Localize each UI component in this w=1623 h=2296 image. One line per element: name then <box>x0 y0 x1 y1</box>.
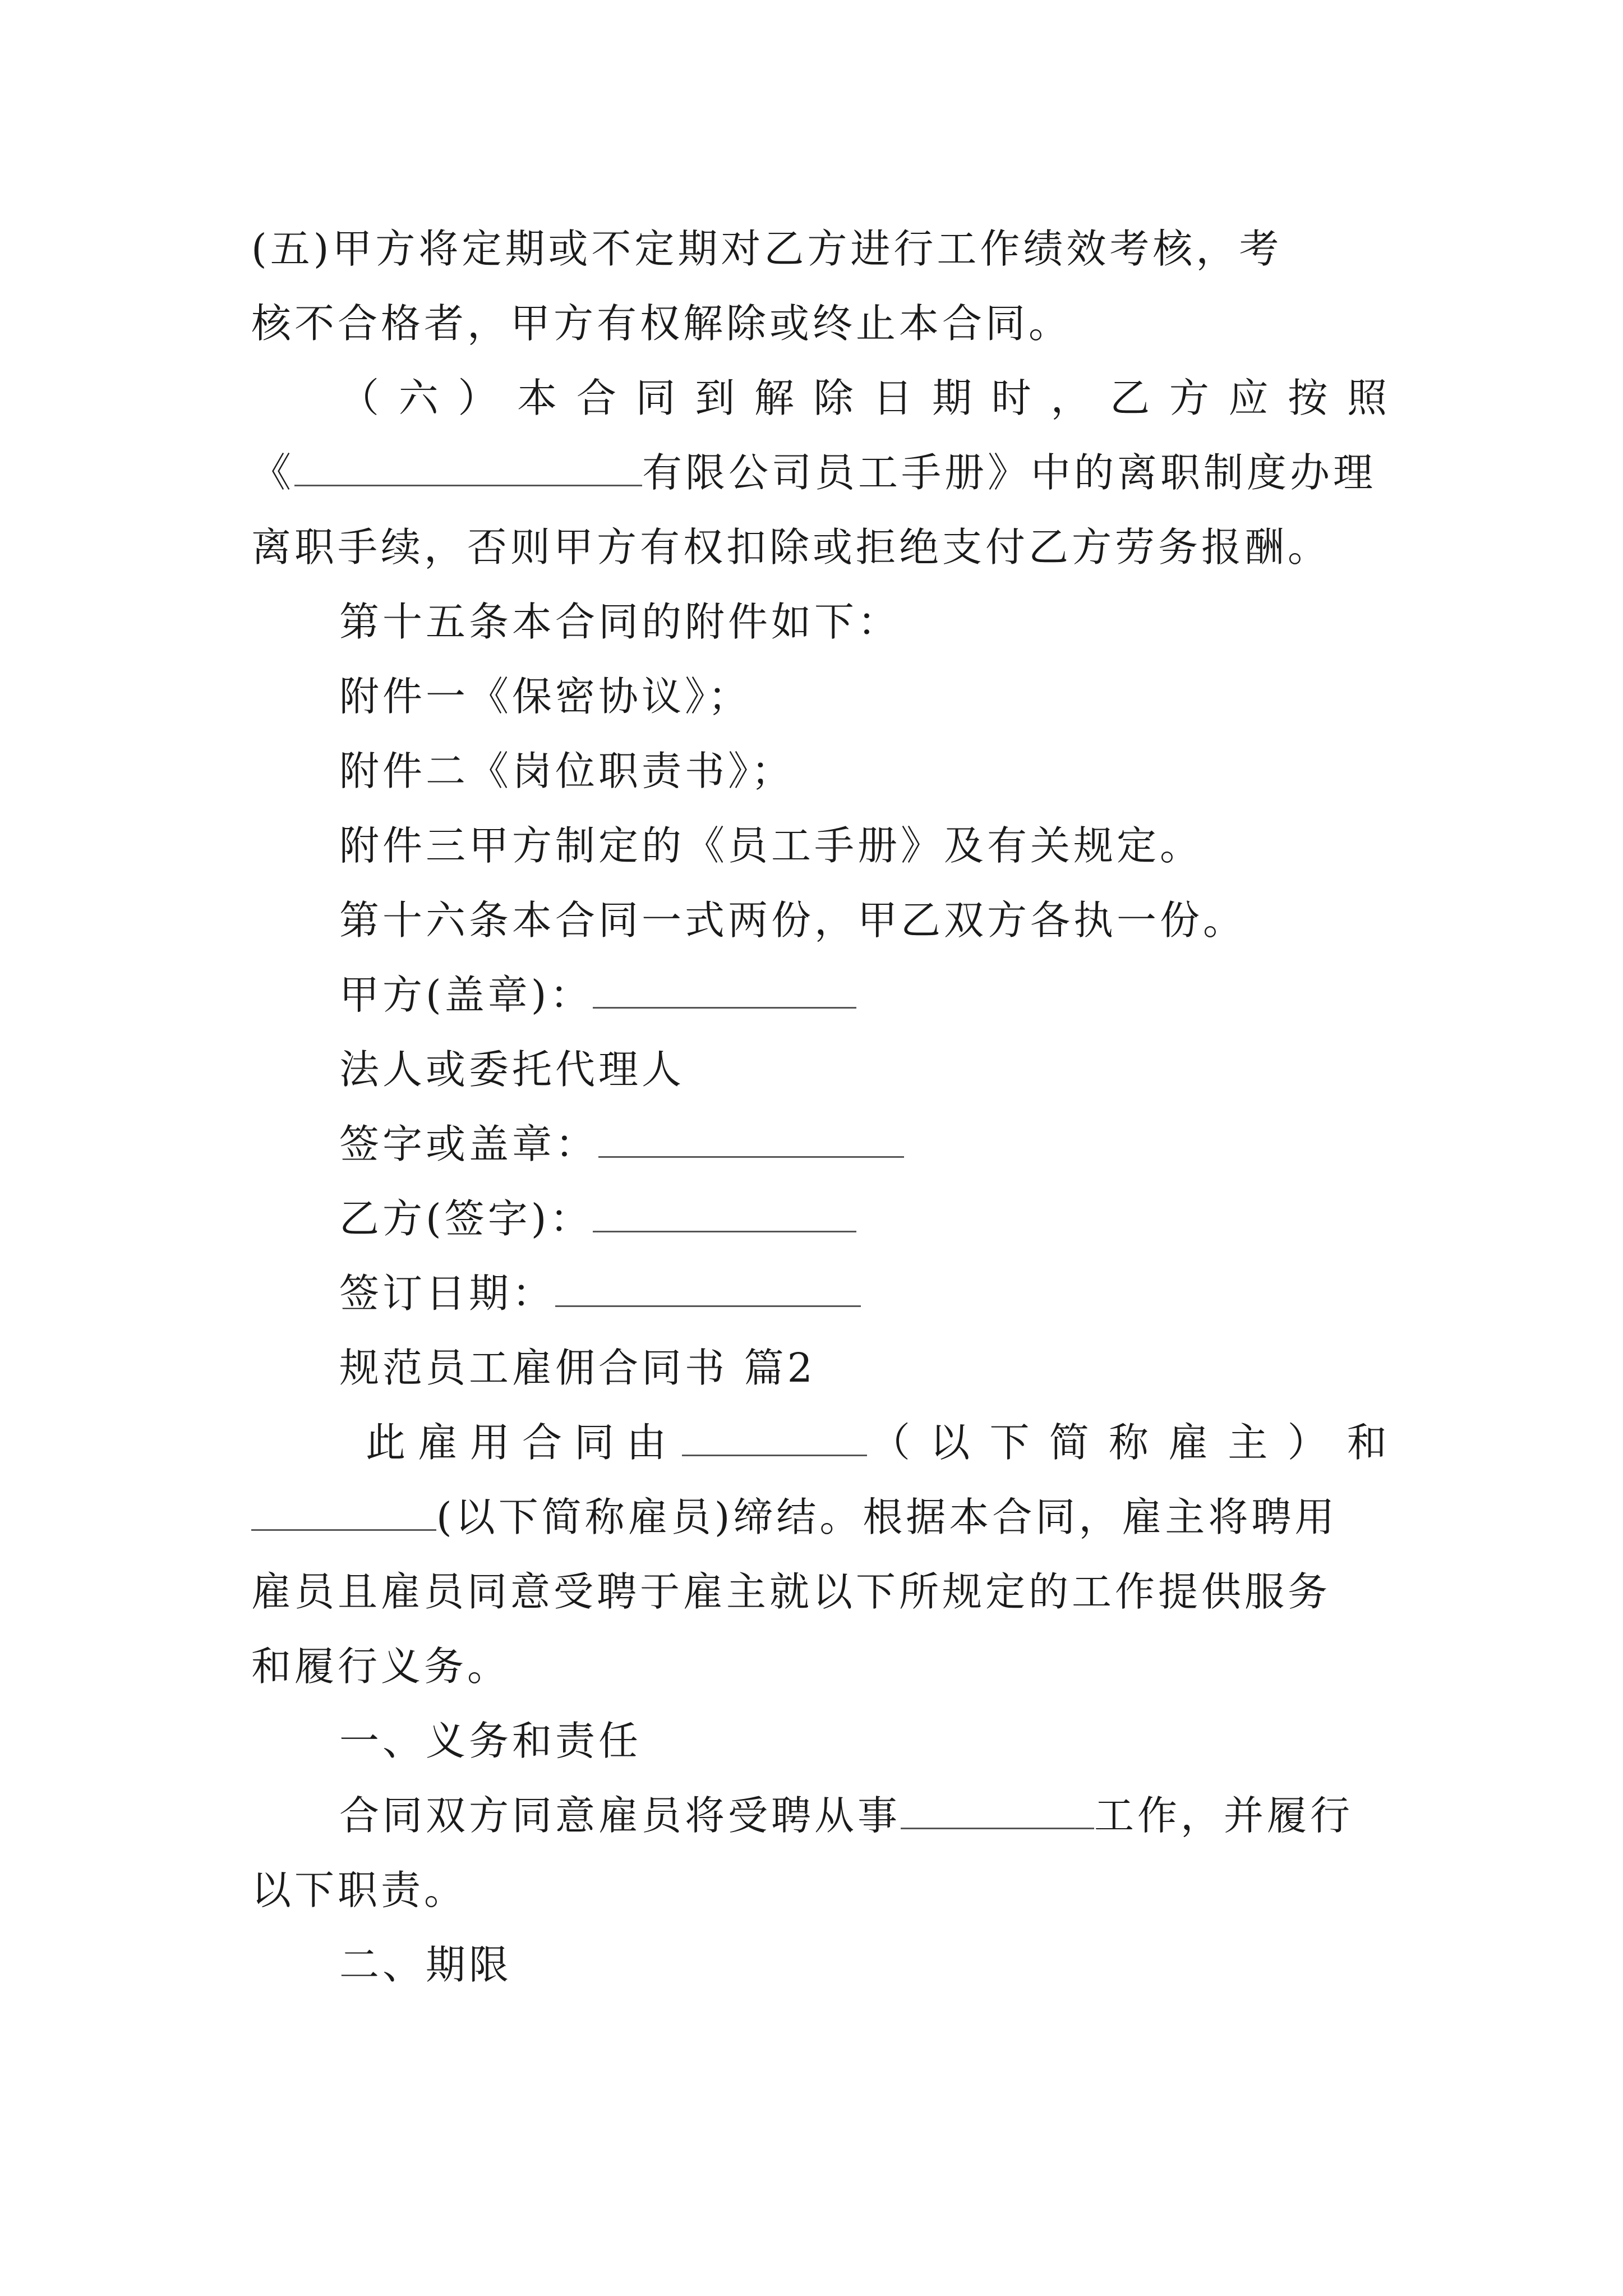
paragraph-6-line-1 <box>339 370 1387 426</box>
paragraph-6-line-1-char: 除 <box>813 375 854 421</box>
paragraph-6-line-1-char: 方 <box>1169 375 1209 421</box>
paragraph-6-line-2-text: 有限公司员工手册》中的离职制度办理 <box>642 449 1377 496</box>
duties-line-1-start: 合同双方同意雇员将受聘从事 <box>339 1792 901 1839</box>
article-16: 第十六条本合同一式两份，甲乙双方各执一份。 <box>339 897 1247 944</box>
party-a-blank <box>593 972 856 1009</box>
company-name-blank <box>294 450 642 486</box>
duties-heading: 一、义务和责任 <box>339 1718 642 1764</box>
section-2-line-1-char: （ <box>870 1419 911 1466</box>
party-a-line <box>339 967 856 1023</box>
paragraph-6-line-1-char: 合 <box>576 375 616 421</box>
section-2-line-1-char: ） <box>1287 1419 1327 1466</box>
paragraph-6-line-1-char: 到 <box>695 375 735 421</box>
paragraph-6-line-1-char: 应 <box>1228 375 1269 421</box>
section-2-line-1-rest <box>870 1415 1387 1471</box>
paragraph-6-line-3: 离职手续，否则甲方有权扣除或拒绝支付乙方劳务报酬。 <box>251 524 1331 570</box>
attachment-3: 附件三甲方制定的《员工手册》及有关规定。 <box>339 822 1204 869</box>
sign-date-label: 签订日期： <box>339 1270 556 1317</box>
duties-line-2: 以下职责。 <box>251 1867 468 1913</box>
employee-blank <box>251 1494 436 1531</box>
section-2-line-1-char: 简 <box>1049 1419 1089 1466</box>
section-2-line-1-char: 和 <box>1347 1419 1387 1466</box>
party-a-label: 甲方(盖章)： <box>339 972 593 1018</box>
section-2-line-3: 雇员且雇员同意受聘于雇主就以下所规定的工作提供服务 <box>251 1568 1331 1615</box>
party-b-label: 乙方(签字)： <box>339 1195 593 1242</box>
sign-or-seal-blank <box>598 1121 904 1158</box>
job-blank <box>901 1793 1094 1829</box>
paragraph-6-line-1-char: 乙 <box>1110 375 1150 421</box>
section-2-line-1-char: 雇 <box>1168 1419 1209 1466</box>
section-2-line-1-char: 称 <box>1108 1419 1149 1466</box>
paragraph-6-line-1-char: 照 <box>1347 375 1387 421</box>
paragraph-6-line-1-char: 解 <box>754 375 794 421</box>
section-2-line-2-text: (以下简称雇员)缔结。根据本合同，雇主将聘用 <box>436 1494 1338 1540</box>
sign-or-seal-label: 签字或盖章： <box>339 1121 599 1167</box>
paragraph-6-line-2 <box>251 445 1376 501</box>
paragraph-5-line-2: 核不合格者，甲方有权解除或终止本合同。 <box>251 300 1072 347</box>
paragraph-6-line-1-char: ， <box>1050 375 1091 421</box>
section-2-line-2 <box>251 1489 1338 1545</box>
article-15: 第十五条本合同的附件如下： <box>339 599 901 645</box>
sign-date-blank <box>555 1271 861 1307</box>
paragraph-6-line-1-char: 期 <box>932 375 972 421</box>
paragraph-6-line-1-char: 时 <box>991 375 1031 421</box>
attachment-2: 附件二《岗位职责书》； <box>339 748 795 794</box>
paragraph-6-line-1-char: （ <box>339 375 380 421</box>
attachment-1: 附件一《保密协议》； <box>339 673 751 720</box>
sign-date-line <box>339 1266 861 1322</box>
sign-or-seal-line <box>339 1116 904 1172</box>
employer-blank <box>682 1420 867 1456</box>
section-2-line-1-start: 此雇用合同由 <box>366 1419 679 1466</box>
paragraph-6-line-1-char: 六 <box>398 375 439 421</box>
duties-line-1-end: 工作，并履行 <box>1094 1792 1354 1839</box>
paragraph-6-line-1-char: 日 <box>873 375 913 421</box>
legal-representative: 法人或委托代理人 <box>339 1046 685 1093</box>
paragraph-6-line-1-char: 同 <box>635 375 676 421</box>
term-heading: 二、期限 <box>339 1941 513 1988</box>
paragraph-5-line-1: (五)甲方将定期或不定期对乙方进行工作绩效考核，考 <box>251 226 1283 272</box>
section-2-line-4: 和履行义务。 <box>251 1643 511 1690</box>
section-2-line-1-char: 以 <box>930 1419 970 1466</box>
party-b-line <box>339 1191 856 1247</box>
section-2-line-1-char: 主 <box>1228 1419 1268 1466</box>
paragraph-6-line-1-char: 本 <box>517 375 557 421</box>
paragraph-6-line-1-char: 按 <box>1288 375 1328 421</box>
section-2-title: 规范员工雇佣合同书 篇2 <box>339 1345 816 1391</box>
party-b-blank <box>593 1196 856 1232</box>
section-2-line-1 <box>366 1415 1387 1471</box>
section-2-line-1-char: 下 <box>989 1419 1030 1466</box>
duties-line-1 <box>339 1788 1353 1844</box>
paragraph-6-open-bracket: 《 <box>251 449 295 496</box>
paragraph-6-line-1-char: ） <box>458 375 498 421</box>
